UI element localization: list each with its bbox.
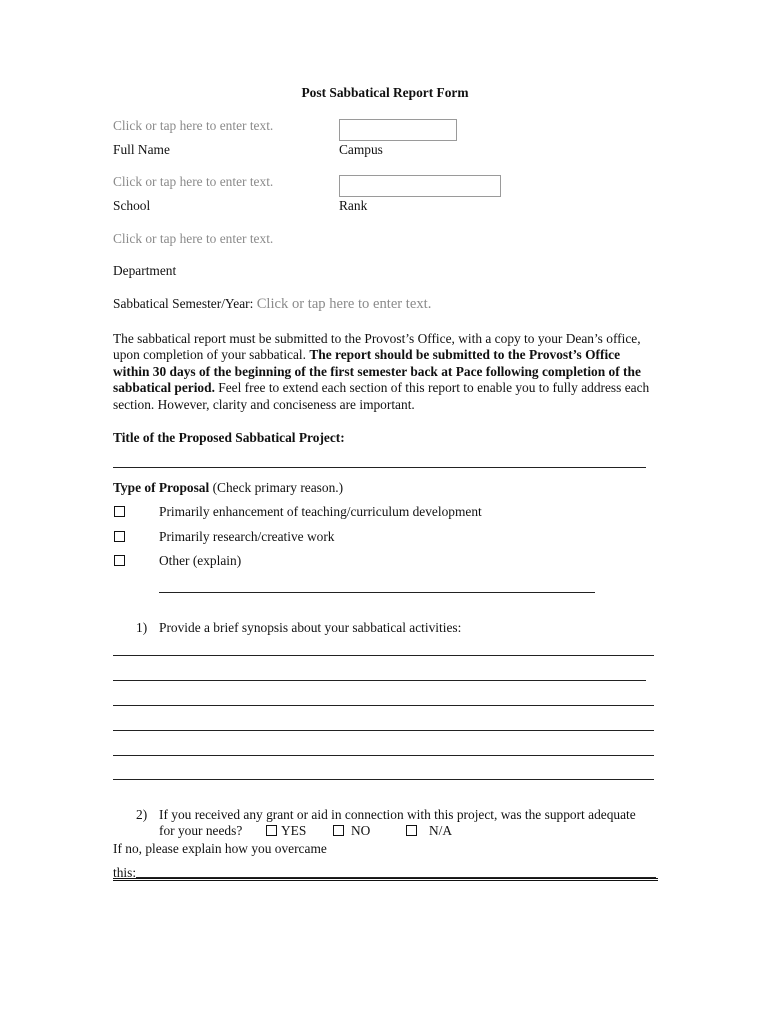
q2-explain-label: If no, please explain how you overcame [113,841,327,856]
q2-text-line1: If you received any grant or aid in connection with this project, was the support adequate [159,807,636,822]
department-label: Department [113,263,177,278]
q1-text: Provide a brief synopsis about your sabbatical activities: [159,620,462,635]
na-label: N/A [429,823,453,838]
no-label: NO [351,823,371,838]
intro-text-bold: The report should be submitted to the Provost’s Office within 30 days of the beginning of the first semester back at Pace following completion of the sabbatical period. [113,347,641,396]
rank-input[interactable] [339,175,501,197]
option-research-label: Primarily research/creative work [159,529,335,544]
campus-label: Campus [339,142,383,157]
proposal-label [113,480,343,496]
proposal-label-rest: (Check primary reason.) [209,480,344,495]
na-checkbox[interactable] [406,825,417,836]
q2-this-label: this: [113,865,137,880]
intro-text-1: The sabbatical report must be submitted to the Provost’s Office, with a copy to your Dean’s office, upon completion of your sabbatical. [113,331,641,363]
q1-answer-line[interactable] [113,755,654,756]
no-checkbox[interactable] [333,825,344,836]
option-other-label: Other (explain) [159,553,242,568]
yes-checkbox[interactable] [266,825,277,836]
bottom-border-line [113,878,658,881]
intro-paragraph [113,331,658,413]
option-other-checkbox[interactable] [114,555,125,566]
campus-input[interactable] [339,119,457,141]
other-explain-line[interactable] [159,592,595,593]
q1-number: 1) [136,620,148,635]
q2-number: 2) [136,807,148,822]
project-title-line[interactable] [113,467,646,468]
proposal-label-bold: Type of Proposal [113,480,210,495]
q1-answer-line[interactable] [113,655,654,656]
q2-text-line2: for your needs? [159,823,243,838]
school-label: School [113,198,151,213]
option-teaching-checkbox[interactable] [114,506,125,517]
rank-label: Rank [339,198,368,213]
q1-answer-line[interactable] [113,779,654,780]
q1-answer-line[interactable] [113,730,654,731]
option-teaching-label: Primarily enhancement of teaching/curriculum development [159,504,482,519]
full-name-input[interactable]: Click or tap here to enter text. [113,118,274,133]
full-name-label: Full Name [113,142,170,157]
form-title: Post Sabbatical Report Form [301,85,469,100]
school-input[interactable]: Click or tap here to enter text. [113,174,274,189]
yes-label: YES [281,823,307,838]
semester-label: Sabbatical Semester/Year: [113,296,254,311]
semester-row [113,296,431,312]
intro-text-2: Feel free to extend each section of this report to enable you to fully address each section. However, clarity and conciseness are important. [113,380,650,412]
q1-answer-line[interactable] [113,680,646,681]
q1-answer-line[interactable] [113,705,654,706]
option-research-checkbox[interactable] [114,531,125,542]
department-input[interactable]: Click or tap here to enter text. [113,231,274,246]
semester-input[interactable]: Click or tap here to enter text. [256,296,432,312]
project-title-label: Title of the Proposed Sabbatical Project: [113,430,345,445]
